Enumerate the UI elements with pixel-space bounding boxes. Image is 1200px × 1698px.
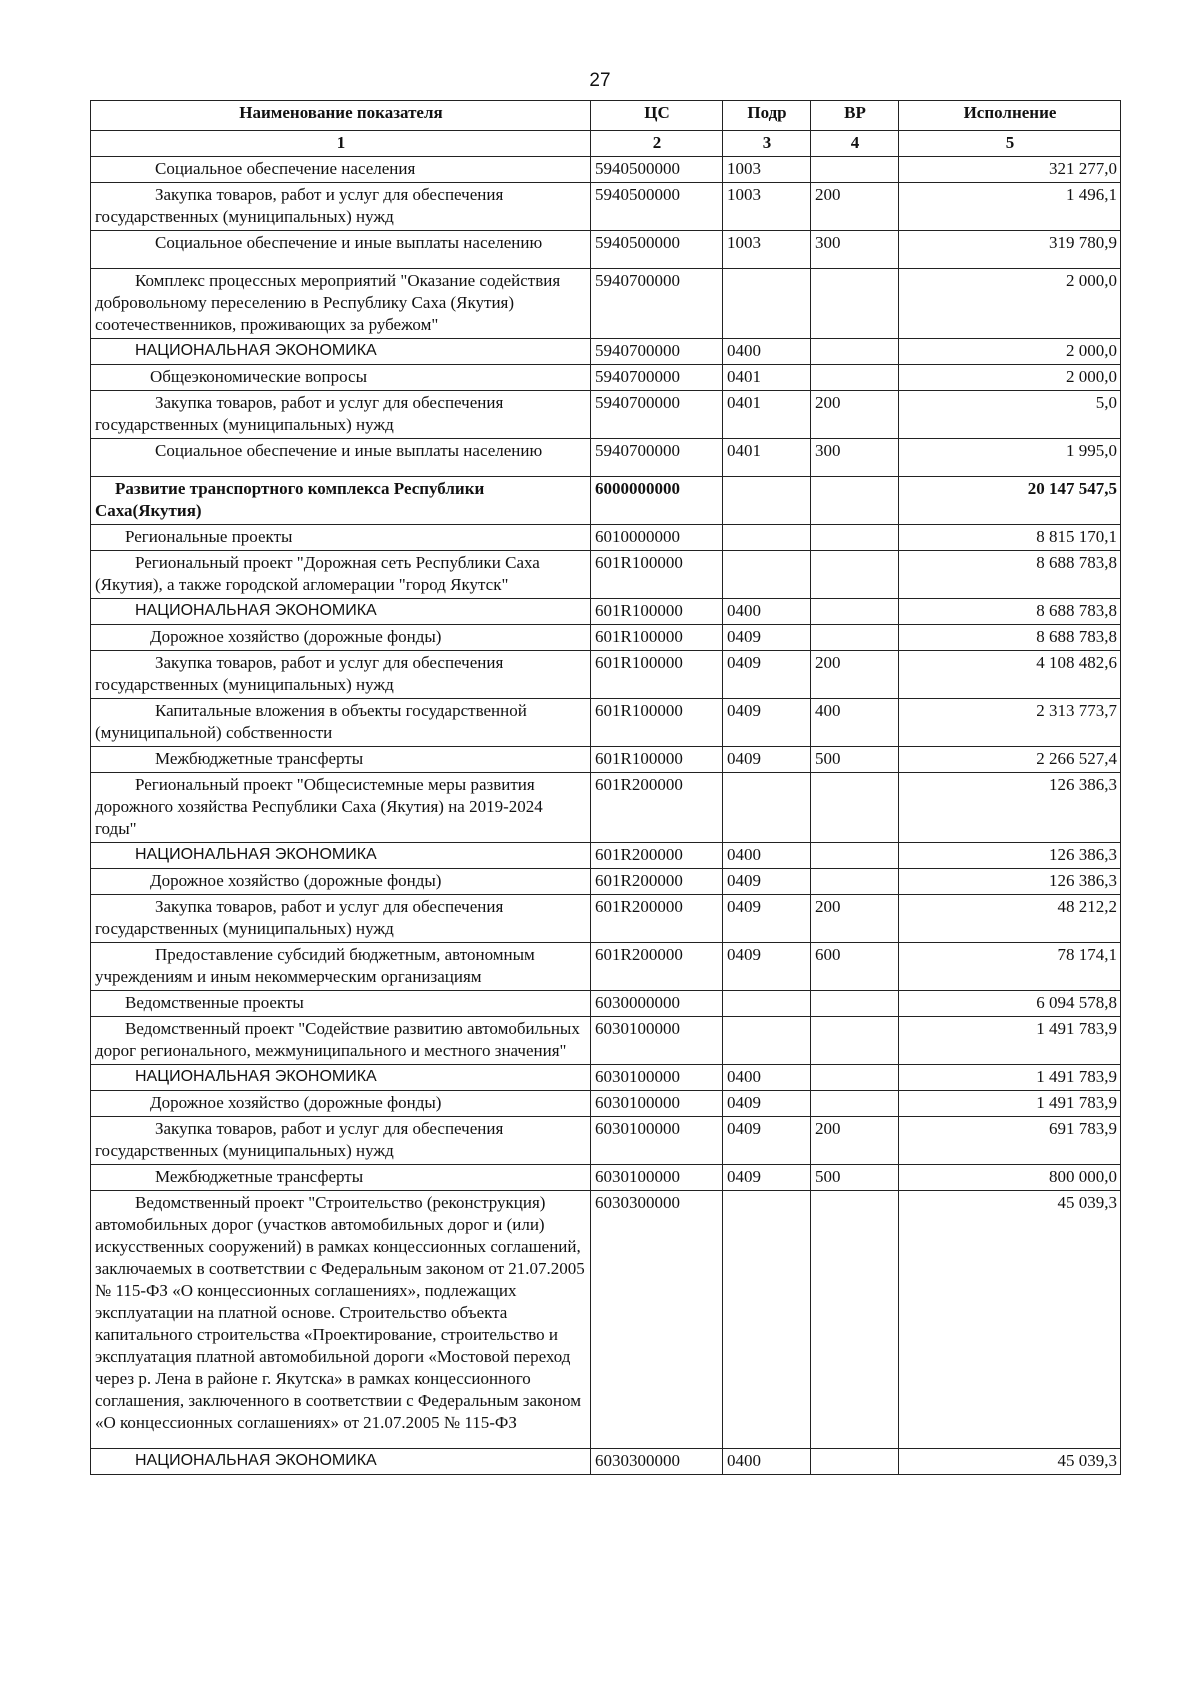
row-name [91, 439, 591, 477]
table-row [91, 269, 1121, 339]
table-row [91, 477, 1121, 525]
row-amount: 126 386,3 [899, 869, 1121, 895]
row-name [91, 699, 591, 747]
row-name-text: Ведомственные проекты [125, 993, 304, 1012]
colnum-5: 5 [899, 131, 1121, 157]
row-podr-code: 0409 [723, 699, 811, 747]
row-podr-code: 1003 [723, 183, 811, 231]
row-vr-code [811, 991, 899, 1017]
row-name [91, 843, 591, 869]
table-row [91, 365, 1121, 391]
row-podr-code: 0401 [723, 365, 811, 391]
row-cs-code: 601R200000 [591, 773, 723, 843]
row-cs-code: 601R200000 [591, 895, 723, 943]
row-vr-code: 500 [811, 747, 899, 773]
table-row [91, 1165, 1121, 1191]
row-cs-code: 6000000000 [591, 477, 723, 525]
row-vr-code [811, 477, 899, 525]
column-number-row [91, 131, 1121, 157]
table-row [91, 439, 1121, 477]
table-row [91, 991, 1121, 1017]
row-podr-code: 0401 [723, 391, 811, 439]
table-row [91, 869, 1121, 895]
row-cs-code: 601R100000 [591, 699, 723, 747]
row-amount: 78 174,1 [899, 943, 1121, 991]
row-amount: 2 266 527,4 [899, 747, 1121, 773]
row-cs-code: 6030100000 [591, 1165, 723, 1191]
row-cs-code: 601R200000 [591, 843, 723, 869]
row-name-text: НАЦИОНАЛЬНАЯ ЭКОНОМИКА [135, 602, 377, 619]
row-cs-code: 5940500000 [591, 231, 723, 269]
row-name [91, 477, 591, 525]
row-name-text: Социальное обеспечение населения [155, 159, 416, 178]
row-name [91, 183, 591, 231]
row-amount: 8 688 783,8 [899, 551, 1121, 599]
header-podr: Подр [723, 101, 811, 131]
table-row [91, 773, 1121, 843]
row-podr-code: 1003 [723, 231, 811, 269]
row-name [91, 869, 591, 895]
row-amount: 2 313 773,7 [899, 699, 1121, 747]
row-cs-code: 5940500000 [591, 157, 723, 183]
row-podr-code: 0400 [723, 1449, 811, 1475]
table-row [91, 625, 1121, 651]
row-vr-code: 200 [811, 183, 899, 231]
row-amount: 2 000,0 [899, 269, 1121, 339]
row-vr-code [811, 551, 899, 599]
row-podr-code [723, 991, 811, 1017]
row-vr-code [811, 599, 899, 625]
row-name-text: Социальное обеспечение и иные выплаты населению [155, 233, 543, 252]
row-name-text: Закупка товаров, работ и услуг для обеспечения государственных (муниципальных) нужд [95, 393, 504, 434]
table-row [91, 1017, 1121, 1065]
row-cs-code: 601R100000 [591, 599, 723, 625]
row-cs-code: 5940500000 [591, 183, 723, 231]
row-name-text: Дорожное хозяйство (дорожные фонды) [150, 871, 442, 890]
row-vr-code [811, 1191, 899, 1449]
row-name-text: Общеэкономические вопросы [150, 367, 367, 386]
row-amount: 1 491 783,9 [899, 1017, 1121, 1065]
row-podr-code [723, 551, 811, 599]
table-row [91, 651, 1121, 699]
row-podr-code: 0400 [723, 1065, 811, 1091]
row-name-text: Предоставление субсидий бюджетным, автономным учреждениям и иным некоммерческим организациям [95, 945, 535, 986]
row-vr-code [811, 1017, 899, 1065]
header-vr: ВР [811, 101, 899, 131]
row-vr-code [811, 1091, 899, 1117]
row-vr-code [811, 269, 899, 339]
row-name-text: Региональный проект "Дорожная сеть Республики Саха (Якутия), а также городской агломерации "город Якутск" [95, 553, 540, 594]
row-cs-code: 6030000000 [591, 991, 723, 1017]
row-name-text: Закупка товаров, работ и услуг для обеспечения государственных (муниципальных) нужд [95, 185, 504, 226]
row-name-text: Развитие транспортного комплекса Республики Саха(Якутия) [95, 479, 485, 520]
row-vr-code: 200 [811, 391, 899, 439]
row-podr-code: 0409 [723, 625, 811, 651]
colnum-2: 2 [591, 131, 723, 157]
row-cs-code: 5940700000 [591, 339, 723, 365]
row-name-text: Социальное обеспечение и иные выплаты населению [155, 441, 543, 460]
row-vr-code [811, 625, 899, 651]
row-name-text: Региональные проекты [125, 527, 293, 546]
row-name [91, 525, 591, 551]
table-row [91, 699, 1121, 747]
row-podr-code: 0409 [723, 651, 811, 699]
row-amount: 8 815 170,1 [899, 525, 1121, 551]
row-name-text: НАЦИОНАЛЬНАЯ ЭКОНОМИКА [135, 342, 377, 359]
row-podr-code: 1003 [723, 157, 811, 183]
row-podr-code: 0409 [723, 1091, 811, 1117]
row-vr-code [811, 157, 899, 183]
row-cs-code: 601R100000 [591, 551, 723, 599]
row-name [91, 651, 591, 699]
row-name [91, 365, 591, 391]
row-name [91, 625, 591, 651]
row-podr-code [723, 477, 811, 525]
table-row [91, 895, 1121, 943]
row-cs-code: 601R100000 [591, 625, 723, 651]
row-podr-code: 0400 [723, 339, 811, 365]
row-name [91, 1091, 591, 1117]
header-cs: ЦС [591, 101, 723, 131]
colnum-3: 3 [723, 131, 811, 157]
row-cs-code: 5940700000 [591, 439, 723, 477]
row-vr-code: 400 [811, 699, 899, 747]
row-amount: 1 491 783,9 [899, 1091, 1121, 1117]
row-name [91, 943, 591, 991]
table-row [91, 231, 1121, 269]
row-cs-code: 5940700000 [591, 365, 723, 391]
row-cs-code: 601R100000 [591, 747, 723, 773]
table-row [91, 551, 1121, 599]
row-vr-code [811, 525, 899, 551]
budget-execution-table [90, 100, 1121, 1475]
row-cs-code: 6030100000 [591, 1065, 723, 1091]
row-amount: 319 780,9 [899, 231, 1121, 269]
row-podr-code: 0409 [723, 943, 811, 991]
table-row [91, 843, 1121, 869]
row-podr-code: 0409 [723, 1165, 811, 1191]
row-amount: 45 039,3 [899, 1449, 1121, 1475]
row-name-text: Межбюджетные трансферты [155, 1167, 364, 1186]
row-name [91, 747, 591, 773]
row-podr-code: 0409 [723, 1117, 811, 1165]
row-name-text: НАЦИОНАЛЬНАЯ ЭКОНОМИКА [135, 1452, 377, 1469]
row-amount: 45 039,3 [899, 1191, 1121, 1449]
row-cs-code: 601R100000 [591, 651, 723, 699]
row-name-text: Межбюджетные трансферты [155, 749, 364, 768]
table-row [91, 1091, 1121, 1117]
table-row [91, 157, 1121, 183]
row-name [91, 1191, 591, 1449]
row-vr-code: 300 [811, 231, 899, 269]
row-name-text: НАЦИОНАЛЬНАЯ ЭКОНОМИКА [135, 846, 377, 863]
row-name [91, 157, 591, 183]
colnum-4: 4 [811, 131, 899, 157]
row-cs-code: 6030100000 [591, 1017, 723, 1065]
row-amount: 1 995,0 [899, 439, 1121, 477]
row-name [91, 391, 591, 439]
row-podr-code: 0400 [723, 843, 811, 869]
row-name [91, 1449, 591, 1475]
row-name [91, 895, 591, 943]
row-vr-code: 200 [811, 895, 899, 943]
table-row [91, 525, 1121, 551]
row-name [91, 1065, 591, 1091]
row-name-text: Дорожное хозяйство (дорожные фонды) [150, 1093, 442, 1112]
row-podr-code [723, 269, 811, 339]
row-cs-code: 601R200000 [591, 869, 723, 895]
row-podr-code [723, 525, 811, 551]
row-name-text: Закупка товаров, работ и услуг для обеспечения государственных (муниципальных) нужд [95, 653, 504, 694]
page-number: 27 [589, 70, 611, 91]
row-amount: 8 688 783,8 [899, 599, 1121, 625]
table-row [91, 747, 1121, 773]
row-vr-code: 200 [811, 1117, 899, 1165]
row-name [91, 773, 591, 843]
row-vr-code [811, 869, 899, 895]
row-vr-code [811, 843, 899, 869]
row-podr-code: 0401 [723, 439, 811, 477]
row-vr-code [811, 339, 899, 365]
row-name [91, 231, 591, 269]
row-amount: 4 108 482,6 [899, 651, 1121, 699]
table-row [91, 1065, 1121, 1091]
row-cs-code: 5940700000 [591, 269, 723, 339]
row-name [91, 1117, 591, 1165]
row-name-text: Ведомственный проект "Содействие развитию автомобильных дорог регионального, межмуниципального и местного значения" [95, 1019, 580, 1060]
row-name-text: Дорожное хозяйство (дорожные фонды) [150, 627, 442, 646]
row-amount: 8 688 783,8 [899, 625, 1121, 651]
row-name [91, 339, 591, 365]
table-row [91, 391, 1121, 439]
row-amount: 2 000,0 [899, 365, 1121, 391]
row-vr-code: 600 [811, 943, 899, 991]
row-name-text: Комплекс процессных мероприятий "Оказание содействия добровольному переселению в Республику Саха (Якутия) соотечественников, проживающих за рубежом" [95, 271, 561, 334]
row-amount: 5,0 [899, 391, 1121, 439]
row-name-text: НАЦИОНАЛЬНАЯ ЭКОНОМИКА [135, 1068, 377, 1085]
row-amount: 20 147 547,5 [899, 477, 1121, 525]
row-cs-code: 6030100000 [591, 1117, 723, 1165]
row-cs-code: 6010000000 [591, 525, 723, 551]
row-amount: 691 783,9 [899, 1117, 1121, 1165]
row-amount: 6 094 578,8 [899, 991, 1121, 1017]
row-podr-code [723, 1191, 811, 1449]
row-vr-code: 500 [811, 1165, 899, 1191]
row-name [91, 1017, 591, 1065]
row-podr-code: 0409 [723, 869, 811, 895]
table-row [91, 1191, 1121, 1449]
table-body [91, 157, 1121, 1475]
table-row [91, 1117, 1121, 1165]
row-amount: 321 277,0 [899, 157, 1121, 183]
header-amount: Исполнение [899, 101, 1121, 131]
row-vr-code: 200 [811, 651, 899, 699]
table-row [91, 183, 1121, 231]
row-cs-code: 6030300000 [591, 1191, 723, 1449]
table-row [91, 599, 1121, 625]
row-name-text: Капитальные вложения в объекты государственной (муниципальной) собственности [95, 701, 527, 742]
table-row [91, 943, 1121, 991]
row-podr-code [723, 1017, 811, 1065]
row-amount: 800 000,0 [899, 1165, 1121, 1191]
row-podr-code: 0409 [723, 747, 811, 773]
row-name [91, 269, 591, 339]
row-name [91, 599, 591, 625]
row-cs-code: 601R200000 [591, 943, 723, 991]
row-amount: 48 212,2 [899, 895, 1121, 943]
row-amount: 1 491 783,9 [899, 1065, 1121, 1091]
header-name: Наименование показателя [91, 101, 591, 131]
row-podr-code: 0409 [723, 895, 811, 943]
row-amount: 2 000,0 [899, 339, 1121, 365]
row-name-text: Закупка товаров, работ и услуг для обеспечения государственных (муниципальных) нужд [95, 897, 504, 938]
row-name-text: Ведомственный проект "Строительство (реконструкция) автомобильных дорог (участков автомобильных дорог и (или) искусственных сооружений) в рамках концессионных соглашений, заключаемых в соответствии с Федеральным законом от 21.07.2005 № 115-ФЗ «О концессионных соглашениях», подлежащих эксплуатации на платной основе. Строительство объекта капитального строительства «Проектирование, строительство и эксплуатация платной автомобильной дороги «Мостовой переход через р. Лена в районе г. Якутска» в рамках концессионного соглашения, заключенного в соответствии с Федеральным законом «О концессионных соглашениях» от 21.07.2005 № 115-ФЗ [95, 1193, 585, 1432]
row-vr-code [811, 365, 899, 391]
table-row [91, 1449, 1121, 1475]
row-amount: 1 496,1 [899, 183, 1121, 231]
row-vr-code [811, 1065, 899, 1091]
row-amount: 126 386,3 [899, 773, 1121, 843]
row-name [91, 551, 591, 599]
header-row [91, 101, 1121, 131]
row-vr-code [811, 773, 899, 843]
row-podr-code [723, 773, 811, 843]
row-vr-code [811, 1449, 899, 1475]
row-name-text: Региональный проект "Общесистемные меры развития дорожного хозяйства Республики Саха (Якутия) на 2019-2024 годы" [95, 775, 543, 838]
row-cs-code: 6030300000 [591, 1449, 723, 1475]
row-podr-code: 0400 [723, 599, 811, 625]
row-amount: 126 386,3 [899, 843, 1121, 869]
row-cs-code: 5940700000 [591, 391, 723, 439]
row-name [91, 1165, 591, 1191]
table-row [91, 339, 1121, 365]
row-name [91, 991, 591, 1017]
row-cs-code: 6030100000 [591, 1091, 723, 1117]
row-vr-code: 300 [811, 439, 899, 477]
row-name-text: Закупка товаров, работ и услуг для обеспечения государственных (муниципальных) нужд [95, 1119, 504, 1160]
colnum-1: 1 [91, 131, 591, 157]
